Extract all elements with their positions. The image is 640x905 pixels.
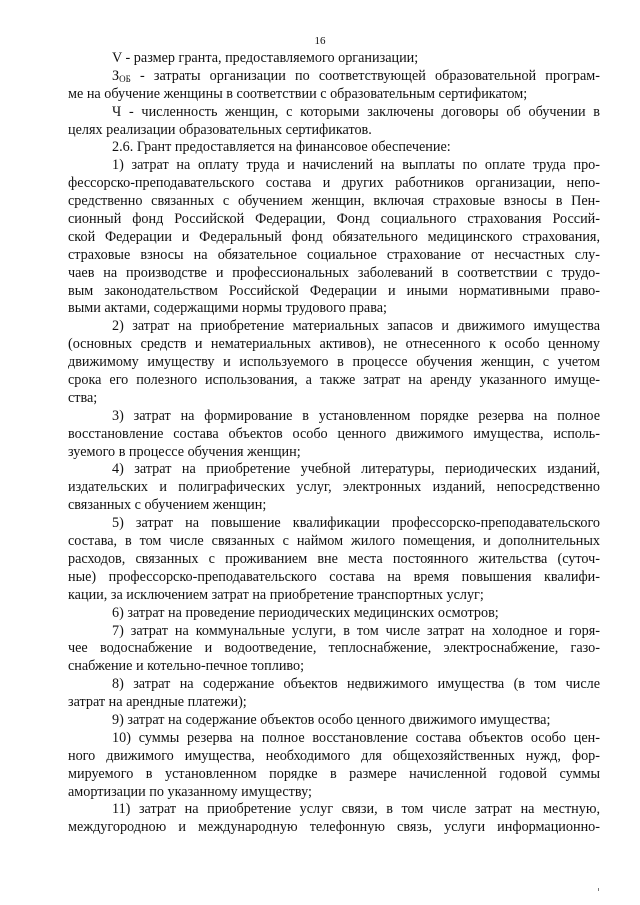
text-line: расходов, связанных с проживанием вне места постоянного жительства (суточ- xyxy=(68,550,600,567)
text-line: V - размер гранта, предоставляемого организации; xyxy=(112,50,419,66)
text-line: (основных средств и нематериальных активов), не отнесенного к особо ценному xyxy=(68,336,600,353)
text-line: затрат на арендные платежи); xyxy=(68,694,247,711)
text-line: ме на обучение женщины в соответствии с образовательным сертификатом; xyxy=(68,85,528,102)
page-number: 16 xyxy=(314,35,326,47)
text-line: целях реализации образовательных сертификатов. xyxy=(68,121,372,138)
text-line: восстановление состава объектов особо ценного движимого имущества, исполь- xyxy=(68,425,600,442)
text-line: 1) затрат на оплату труда и начислений на выплаты по оплате труда про- xyxy=(112,157,600,174)
text-line: выми актами, содержащими нормы трудового права; xyxy=(68,300,387,317)
text-line: амортизации по указанному имуществу; xyxy=(68,783,312,800)
text-line: междугородною и международную телефонную связь, услуги информационно- xyxy=(68,819,600,836)
text-line: страховые взносы на обязательное социальное страхование от несчастных слу- xyxy=(68,246,600,263)
text-line: зуемого в процессе обучения женщин; xyxy=(68,443,301,460)
scan-speck xyxy=(598,888,599,891)
text-line: чаев на производстве и профессиональных заболеваний в соответствии с трудо- xyxy=(68,264,600,281)
text-line: 10) суммы резерва на полное восстановление состава объектов особо цен- xyxy=(112,729,600,746)
text-line: сионный фонд Российской Федерации, Фонд социального страхования Россий- xyxy=(68,211,600,228)
text-line: $З_{ОБ}$ - затраты организации по соответствующей образовательной програм- xyxy=(112,67,600,84)
text-line: мируемого в установленном порядке в размере начисленной годовой суммы xyxy=(68,765,600,782)
text-line: снабжение и котельно-печное топливо; xyxy=(68,658,305,675)
text-line: состава, в том числе связанных с наймом жилого помещения, и дополнительных xyxy=(68,533,600,550)
text-line: фессорско-преподавательского состава и других работников организации, непо- xyxy=(68,175,600,192)
text-line: вым законодательством Российской Федерации и иными нормативными право- xyxy=(68,282,600,299)
text-line: связанных с обучением женщин; xyxy=(68,497,267,514)
text-line: кации, за исключением затрат на приобретение транспортных услуг; xyxy=(68,586,484,603)
text-line: 3) затрат на формирование в установленном порядке резерва на полное xyxy=(112,407,600,424)
text-line: 4) затрат на приобретение учебной литературы, периодических изданий, xyxy=(112,461,600,478)
text-line: 6) затрат на проведение периодических медицинских осмотров; xyxy=(112,604,499,621)
text-line: чее водоснабжение и водоотведение, теплоснабжение, электроснабжение, газо- xyxy=(68,640,600,657)
text-line: движимому имуществу и используемого в процессе обучения женщин, с учетом xyxy=(68,354,600,371)
text-line: издательских и полиграфических услуг, электронных изданий, непосредственно xyxy=(68,479,600,496)
text-line: ного движимого имущества, необходимого для общехозяйственных нужд, фор- xyxy=(68,747,600,764)
text-line: ской Федерации и Федеральный фонд обязательного медицинского страхования, xyxy=(68,228,600,245)
text-line: 7) затрат на коммунальные услуги, в том числе затрат на холодное и горя- xyxy=(112,622,600,639)
text-line: 2) затрат на приобретение материальных запасов и движимого имущества xyxy=(112,318,600,335)
text-line: ные) профессорско-преподавательского состава на время повышения квалифи- xyxy=(68,568,600,585)
text-line: 11) затрат на приобретение услуг связи, в том числе затрат на местную, xyxy=(112,801,600,818)
text-line: срока его полезного использования, а также затрат на аренду указанного имуще- xyxy=(68,372,600,389)
text-line: 9) затрат на содержание объектов особо ценного движимого имущества; xyxy=(112,711,551,728)
text-line: ства; xyxy=(68,389,98,406)
text-line: 8) затрат на содержание объектов недвижимого имущества (в том числе xyxy=(112,676,600,693)
document-body xyxy=(68,50,600,837)
variable-z: $З_{ОБ}$ xyxy=(112,67,131,84)
text-line: 2.6. Грант предоставляется на финансовое обеспечение: xyxy=(112,139,451,156)
text-line: 5) затрат на повышение квалификации профессорско-преподавательского xyxy=(112,515,600,532)
text-line: средственно связанных с обучением женщин, включая страховые взносы в Пен- xyxy=(68,193,600,210)
text-line: Ч - численность женщин, с которыми заключены договоры об обучении в xyxy=(112,103,600,120)
